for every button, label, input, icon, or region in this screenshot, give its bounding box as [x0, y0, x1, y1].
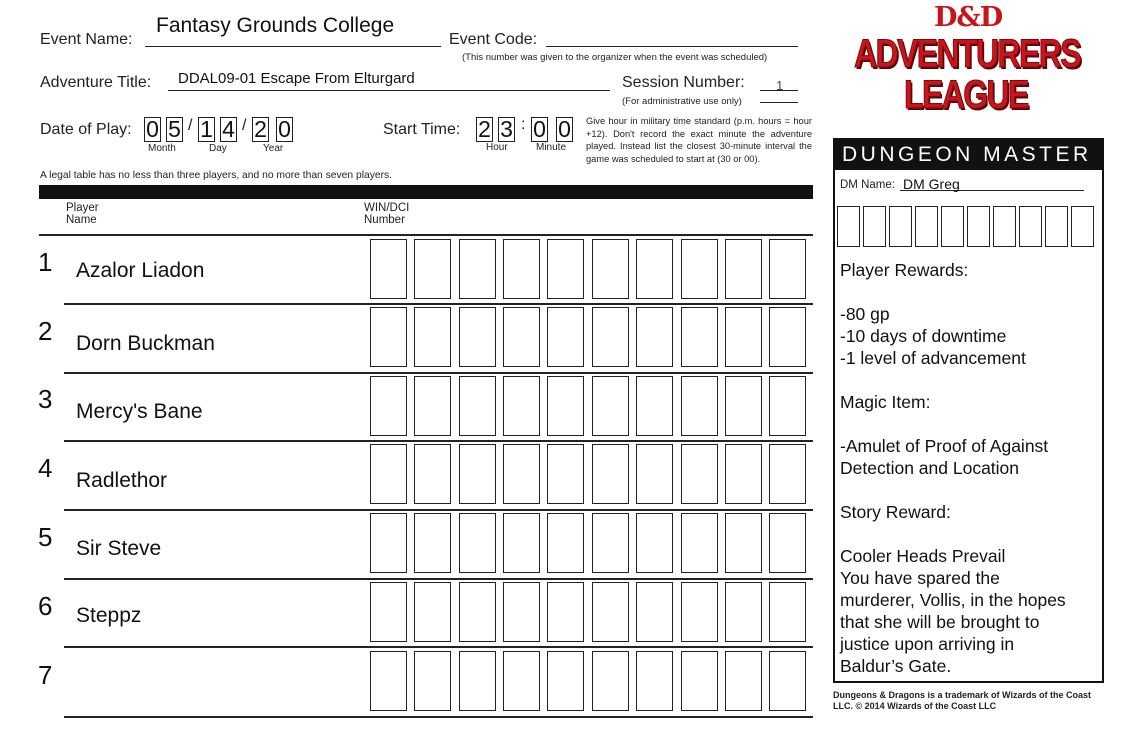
win-dci-digit-box[interactable]	[636, 239, 673, 299]
win-dci-digit-box[interactable]	[459, 307, 496, 367]
win-dci-digit-box[interactable]	[370, 307, 407, 367]
row-number: 1	[38, 247, 53, 277]
dm-dci-digit-box[interactable]	[889, 206, 912, 247]
win-dci-digit-box[interactable]	[503, 651, 540, 711]
dm-dci-digit-box[interactable]	[993, 206, 1016, 247]
win-dci-digit-box[interactable]	[459, 444, 496, 504]
win-dci-digit-box[interactable]	[592, 582, 629, 642]
win-dci-digit-box[interactable]	[725, 239, 762, 299]
win-dci-digit-box[interactable]	[459, 239, 496, 299]
win-dci-digit-box[interactable]	[370, 513, 407, 573]
dm-name-label: DM Name:	[840, 179, 895, 191]
row-number: 4	[38, 453, 53, 483]
player-name[interactable]: Dorn Buckman	[76, 332, 215, 355]
win-dci-digit-box[interactable]	[769, 239, 806, 299]
adventure-title-underline	[168, 90, 610, 91]
row-divider	[64, 716, 813, 718]
logo-word-league: LEAGUE	[904, 73, 1028, 117]
date-of-play-label: Date of Play:	[40, 121, 132, 138]
dm-dci-digit-box[interactable]	[1045, 206, 1068, 247]
win-dci-digit-box[interactable]	[725, 444, 762, 504]
win-dci-digit-box[interactable]	[370, 376, 407, 436]
win-dci-digit-box[interactable]	[725, 651, 762, 711]
win-dci-digit-box[interactable]	[547, 651, 584, 711]
session-number-note-rule	[760, 102, 798, 103]
win-dci-digit-box[interactable]	[769, 651, 806, 711]
win-dci-digit-box[interactable]	[503, 239, 540, 299]
win-dci-digit-box[interactable]	[769, 444, 806, 504]
row-divider	[64, 646, 813, 648]
win-dci-digit-box[interactable]	[769, 376, 806, 436]
dnd-logo-text: D&D	[934, 2, 1003, 33]
win-dci-digit-box[interactable]	[592, 513, 629, 573]
trademark-footer: Dungeons & Dragons is a trademark of Wizards of the Coast LLC. © 2014 Wizards of the Coast LLC	[833, 690, 1091, 711]
win-dci-digit-box[interactable]	[681, 307, 718, 367]
win-dci-digit-box[interactable]	[592, 376, 629, 436]
row-number: 5	[38, 522, 53, 552]
time-hour-digit-1[interactable]: 2	[476, 117, 493, 142]
date-month-caption: Month	[148, 143, 176, 154]
win-dci-digit-box[interactable]	[725, 307, 762, 367]
win-dci-digit-box[interactable]	[681, 376, 718, 436]
win-dci-digit-box[interactable]	[547, 307, 584, 367]
win-dci-digit-box[interactable]	[547, 513, 584, 573]
win-dci-digit-box[interactable]	[503, 444, 540, 504]
win-dci-digit-box[interactable]	[414, 651, 451, 711]
time-hour-caption: Hour	[486, 142, 508, 153]
win-dci-digit-box[interactable]	[459, 513, 496, 573]
win-dci-digit-box[interactable]	[370, 444, 407, 504]
win-dci-digit-box[interactable]	[414, 582, 451, 642]
row-divider	[64, 303, 813, 305]
player-name[interactable]: Mercy's Bane	[76, 400, 203, 423]
logo-word-adventurers: ADVENTURERS	[854, 32, 1080, 76]
win-dci-digit-box[interactable]	[681, 651, 718, 711]
table-header-bar	[39, 185, 813, 199]
date-year-digit-1[interactable]: 2	[252, 117, 269, 142]
adventurers-league-logo	[832, 2, 1098, 120]
start-time-label: Start Time:	[383, 121, 461, 138]
time-minute-caption: Minute	[536, 142, 567, 153]
win-dci-digit-box[interactable]	[769, 307, 806, 367]
win-dci-digit-box[interactable]	[414, 513, 451, 573]
dm-dci-digit-box[interactable]	[941, 206, 964, 247]
win-dci-digit-box[interactable]	[503, 376, 540, 436]
win-dci-digit-box[interactable]	[592, 307, 629, 367]
date-separator-2: /	[242, 117, 247, 134]
column-header-player-name: Player Name	[66, 202, 99, 226]
time-minute-digit-2[interactable]: 0	[556, 117, 573, 142]
win-dci-digit-box[interactable]	[681, 444, 718, 504]
event-name-label: Event Name:	[40, 31, 133, 48]
date-year-digit-2[interactable]: 0	[276, 117, 293, 142]
event-code-field[interactable]	[546, 46, 798, 47]
time-minute-digit-1[interactable]: 0	[531, 117, 548, 142]
win-dci-digit-box[interactable]	[547, 376, 584, 436]
start-time-note: Give hour in military time standard (p.m. hours = hour +12). Don't record the exact minute the adventure played. Instead list the closest 30-minute interval the game was scheduled to start at (30 or 00).	[586, 116, 812, 164]
date-separator-1: /	[188, 117, 193, 134]
win-dci-digit-box[interactable]	[681, 513, 718, 573]
row-divider	[64, 372, 813, 374]
win-dci-digit-box[interactable]	[547, 582, 584, 642]
win-dci-digit-box[interactable]	[769, 513, 806, 573]
table-header-rule	[39, 234, 813, 236]
win-dci-digit-box[interactable]	[592, 239, 629, 299]
column-header-win-dci: WIN/DCI Number	[364, 202, 410, 226]
event-code-label: Event Code:	[449, 31, 538, 48]
dm-name-field[interactable]: DM Greg	[903, 176, 960, 192]
win-dci-digit-box[interactable]	[725, 376, 762, 436]
date-year-caption: Year	[263, 143, 284, 154]
row-divider	[64, 578, 813, 580]
win-dci-digit-box[interactable]	[459, 651, 496, 711]
row-number: 6	[38, 591, 53, 621]
player-name[interactable]: Azalor Liadon	[76, 259, 205, 282]
dungeon-master-heading: DUNGEON MASTER	[835, 140, 1102, 170]
win-dci-digit-box[interactable]	[459, 582, 496, 642]
adventure-title-field[interactable]: DDAL09-01 Escape From Elturgard	[178, 70, 415, 87]
session-number-label: Session Number:	[622, 74, 745, 91]
dm-dci-digit-box[interactable]	[967, 206, 990, 247]
win-dci-digit-box[interactable]	[370, 239, 407, 299]
win-dci-digit-box[interactable]	[636, 513, 673, 573]
row-number: 7	[38, 660, 53, 690]
win-dci-digit-box[interactable]	[725, 582, 762, 642]
win-dci-digit-box[interactable]	[414, 444, 451, 504]
event-name-underline	[145, 46, 441, 47]
win-dci-digit-box[interactable]	[414, 239, 451, 299]
win-dci-digit-box[interactable]	[503, 513, 540, 573]
win-dci-digit-box[interactable]	[592, 651, 629, 711]
win-dci-digit-box[interactable]	[414, 376, 451, 436]
win-dci-digit-box[interactable]	[681, 239, 718, 299]
win-dci-digit-box[interactable]	[503, 307, 540, 367]
win-dci-digit-box[interactable]	[681, 582, 718, 642]
dm-rewards-text[interactable]: Player Rewards: -80 gp -10 days of downtime -1 level of advancement Magic Item: -Amulet of Proof of Against Detection and Location Story Reward: Cooler Heads Prevail You have spared the murderer, Vollis, in the hopes that she will be brought to justice upon arriving in Baldur’s Gate.	[840, 260, 1066, 676]
event-name-field[interactable]: Fantasy Grounds College	[156, 14, 395, 37]
win-dci-digit-box[interactable]	[503, 582, 540, 642]
date-day-digit-1[interactable]: 1	[198, 117, 215, 142]
win-dci-digit-box[interactable]	[459, 376, 496, 436]
row-divider	[64, 509, 813, 511]
row-number: 2	[38, 316, 53, 346]
dm-dci-digit-box[interactable]	[915, 206, 938, 247]
dm-dci-digit-box[interactable]	[837, 206, 860, 247]
win-dci-digit-box[interactable]	[636, 376, 673, 436]
session-number-field[interactable]: 1	[776, 78, 784, 93]
date-month-digit-2[interactable]: 5	[166, 117, 183, 142]
dm-dci-digit-box[interactable]	[1071, 206, 1094, 247]
win-dci-digit-box[interactable]	[547, 239, 584, 299]
time-separator: :	[521, 116, 526, 133]
win-dci-digit-box[interactable]	[592, 444, 629, 504]
dm-dci-digit-box[interactable]	[863, 206, 886, 247]
row-divider	[64, 440, 813, 442]
win-dci-digit-box[interactable]	[725, 513, 762, 573]
win-dci-digit-box[interactable]	[370, 651, 407, 711]
date-day-caption: Day	[209, 143, 227, 154]
win-dci-digit-box[interactable]	[547, 444, 584, 504]
session-number-note: (For administrative use only)	[622, 96, 742, 107]
player-name[interactable]: Sir Steve	[76, 537, 162, 560]
date-day-digit-2[interactable]: 4	[220, 117, 237, 142]
win-dci-digit-box[interactable]	[636, 651, 673, 711]
win-dci-digit-box[interactable]	[636, 307, 673, 367]
dm-dci-digit-box[interactable]	[1019, 206, 1042, 247]
legal-table-note: A legal table has no less than three players, and no more than seven players.	[40, 170, 393, 181]
time-hour-digit-2[interactable]: 3	[498, 117, 515, 142]
event-code-note: (This number was given to the organizer when the event was scheduled)	[462, 52, 768, 63]
win-dci-digit-box[interactable]	[636, 582, 673, 642]
win-dci-digit-box[interactable]	[636, 444, 673, 504]
win-dci-digit-box[interactable]	[414, 307, 451, 367]
player-name[interactable]: Steppz	[76, 604, 142, 627]
row-number: 3	[38, 384, 53, 414]
date-month-digit-1[interactable]: 0	[144, 117, 161, 142]
win-dci-digit-box[interactable]	[370, 582, 407, 642]
adventure-title-label: Adventure Title:	[40, 74, 152, 91]
win-dci-digit-box[interactable]	[769, 582, 806, 642]
player-name[interactable]: Radlethor	[76, 469, 168, 492]
